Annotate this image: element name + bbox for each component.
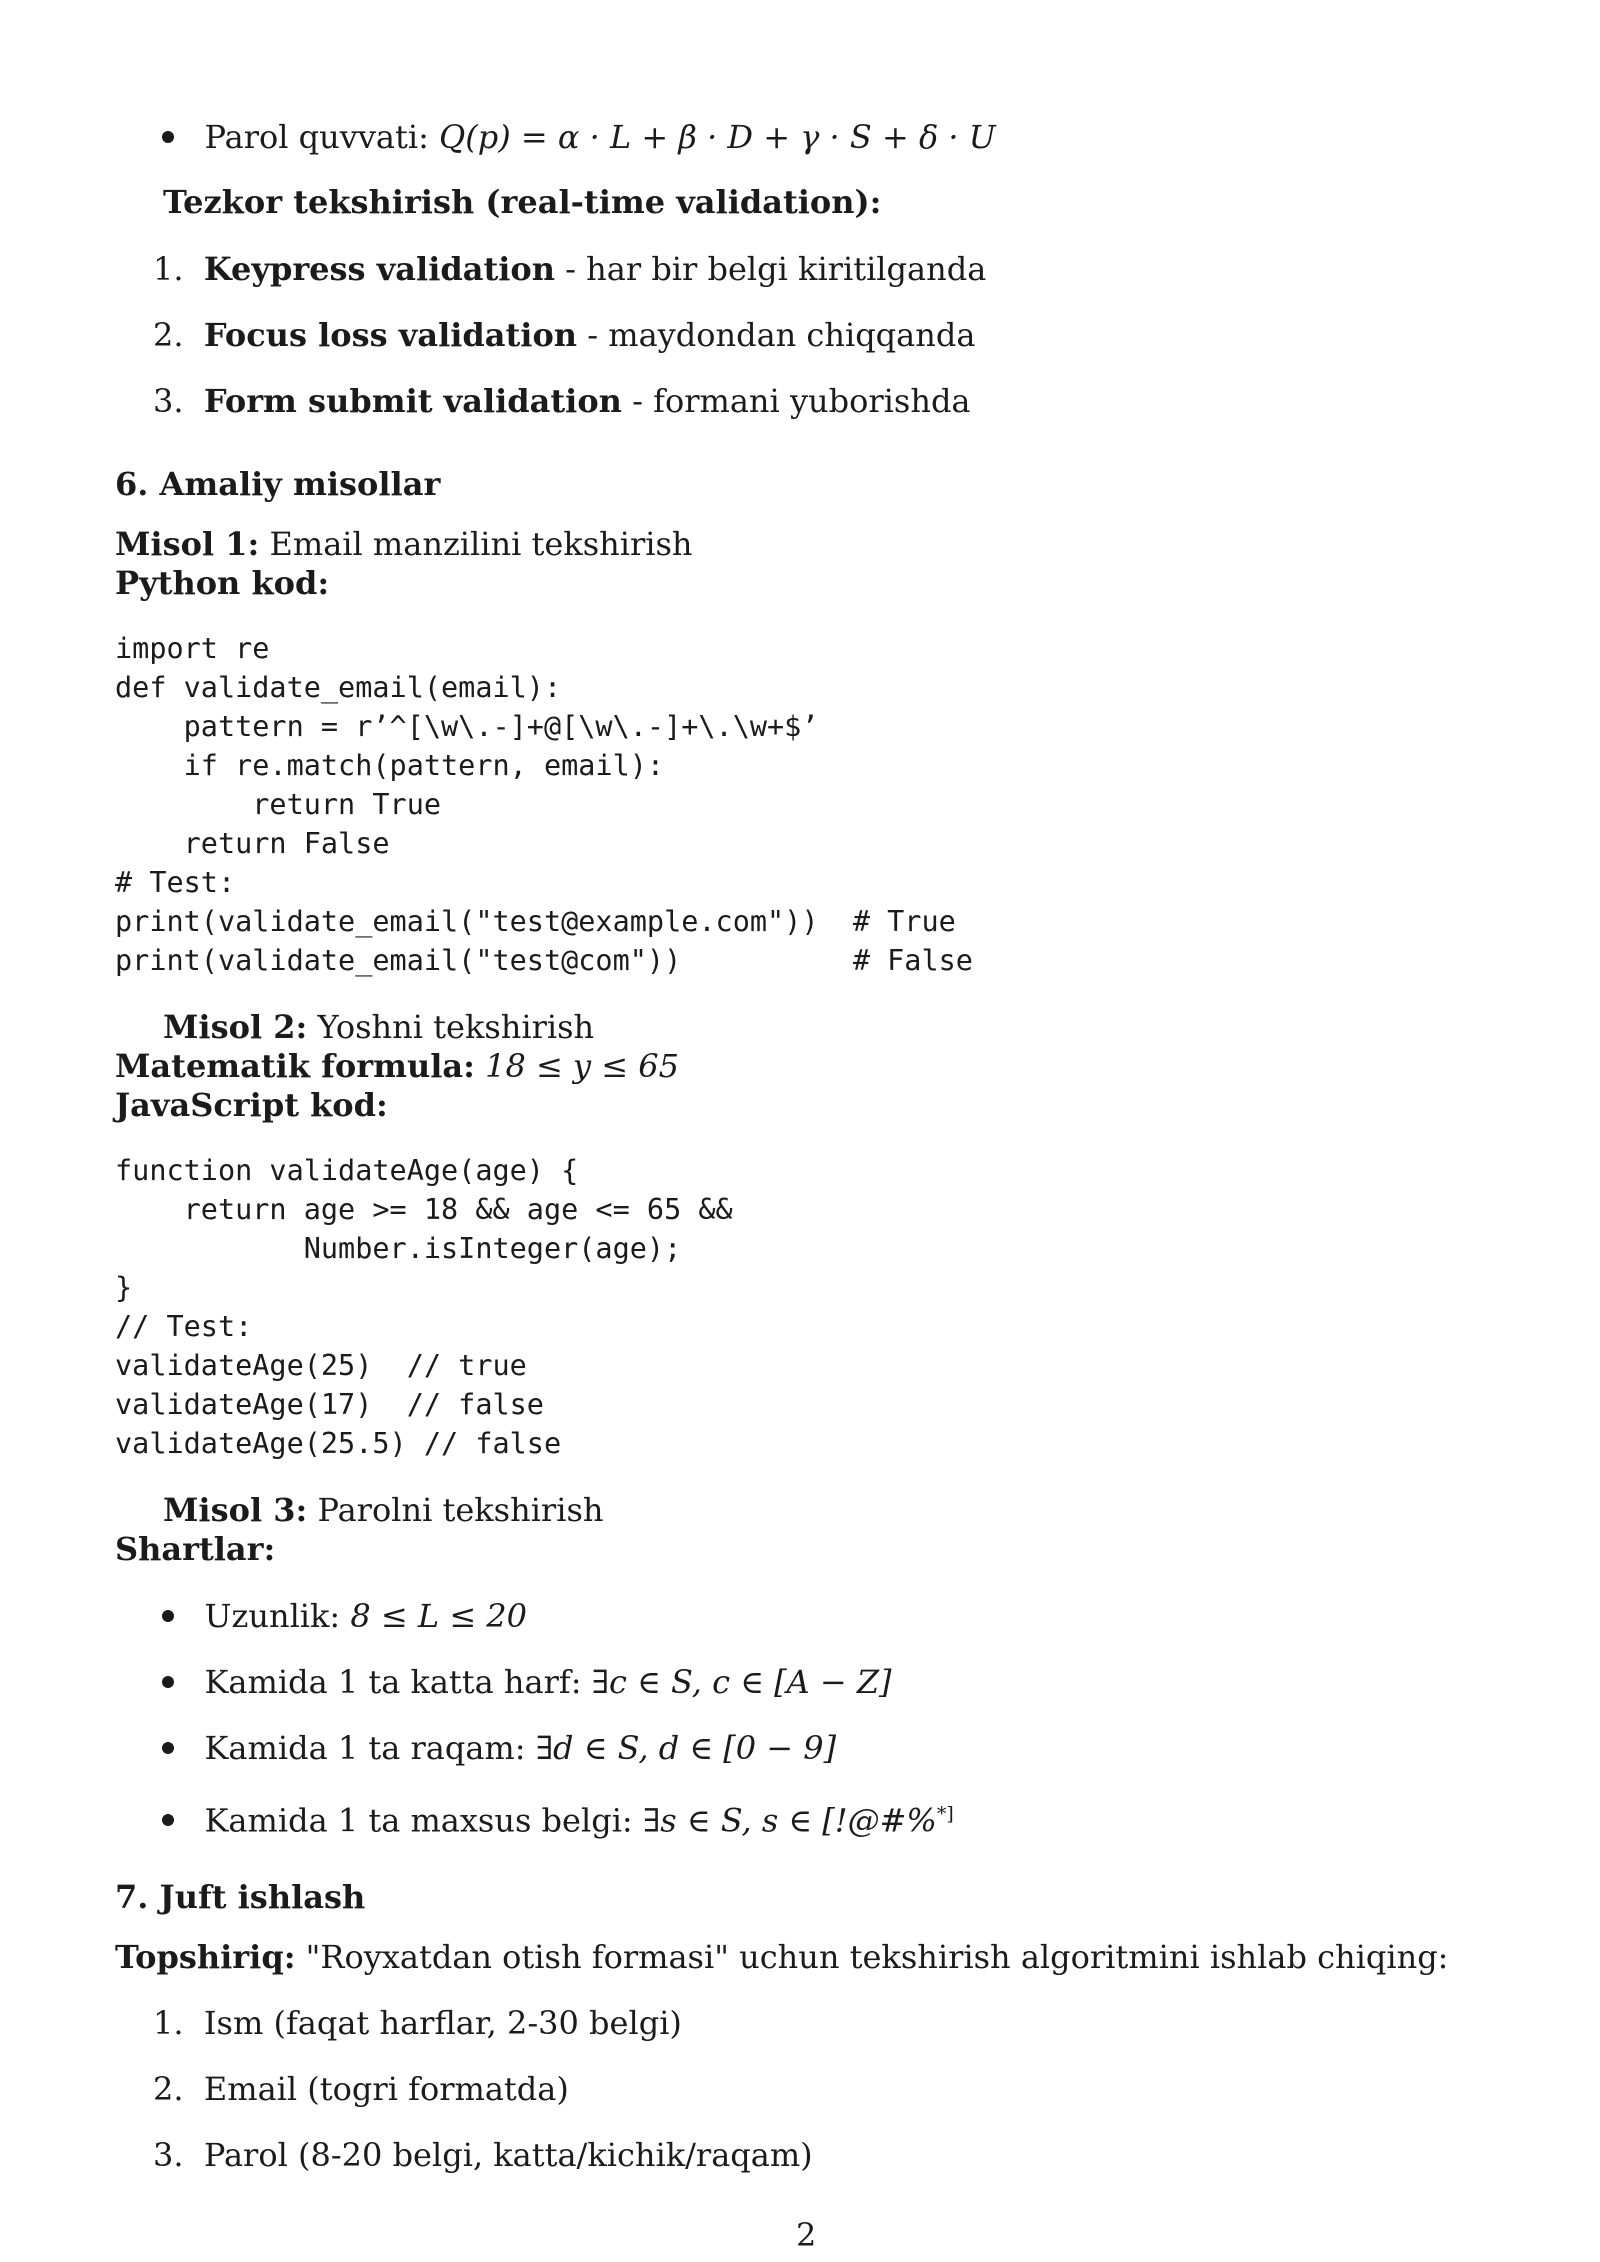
example-2-heading: [163, 1007, 594, 1047]
condition-text: Kamida 1 ta maxsus belgi:: [204, 1801, 643, 1840]
example-text: Email manzilini tekshirish: [259, 525, 693, 563]
task-item-2: [153, 2069, 569, 2109]
page-number: 2: [796, 2216, 817, 2254]
example-3-heading: [163, 1490, 603, 1530]
bullet-label: Parol quvvati:: [204, 118, 429, 156]
condition-text: Uzunlik:: [204, 1597, 351, 1635]
condition-text: Kamida 1 ta raqam:: [204, 1729, 536, 1767]
realtime-item-3: [153, 381, 971, 421]
section-6-title: 6. Amaliy misollar: [115, 465, 441, 503]
formula-label: Matematik formula:: [115, 1047, 475, 1085]
item-bold: Focus loss validation: [203, 316, 578, 354]
realtime-item-1: [153, 249, 986, 289]
strength-formula: Q(p) = α · L + β · D + γ · S + δ · U: [439, 118, 996, 156]
bullet-icon: [162, 1676, 174, 1688]
age-formula: 18 ≤ y ≤ 65: [485, 1047, 679, 1085]
condition-length: [162, 1596, 527, 1636]
item-bold: Keypress validation: [203, 250, 555, 288]
item-number: 1.: [153, 2004, 184, 2042]
condition-digit: [162, 1728, 836, 1768]
item-number: 2.: [153, 316, 184, 354]
example-text: Parolni tekshirish: [307, 1491, 604, 1529]
item-number: 1.: [153, 250, 184, 288]
example-text: Yoshni tekshirish: [307, 1008, 595, 1046]
item-text: - maydondan chiqqanda: [577, 316, 976, 354]
example-label: Misol 2:: [163, 1008, 308, 1046]
condition-math: 8 ≤ L ≤ 20: [350, 1597, 528, 1635]
item-number: 3.: [153, 2136, 184, 2174]
bullet-icon: [162, 1610, 174, 1622]
task-item-1: [153, 2003, 682, 2043]
realtime-heading: Tezkor tekshirish (real-time validation):: [163, 183, 882, 221]
item-number: 3.: [153, 382, 184, 420]
item-text: - formani yuborishda: [621, 382, 971, 420]
section-7-title: 7. Juft ishlash: [115, 1878, 366, 1916]
bullet-icon: [162, 1742, 174, 1754]
javascript-code-label: JavaScript kod:: [115, 1086, 388, 1124]
item-text: - har bir belgi kiritilganda: [555, 250, 987, 288]
task-text: "Royxatdan otish formasi" uchun tekshirish algoritmini ishlab chiqing:: [295, 1938, 1449, 1976]
javascript-code-block: function validateAge(age) { return age >= 18 && age <= 65 && Number.isInteger(age); } // Test: validateAge(25) // true validateAge(17) // false validateAge(25.5) // false: [115, 1154, 733, 1460]
condition-math: ∃s ∈ S, s ∈ [!@#%: [642, 1801, 937, 1840]
math-formula-line: [115, 1046, 679, 1086]
task-label: Topshiriq:: [115, 1938, 296, 1976]
python-code-label: Python kod:: [115, 564, 330, 602]
conditions-label: Shartlar:: [115, 1530, 276, 1568]
realtime-item-2: [153, 315, 975, 355]
example-label: Misol 1:: [115, 525, 260, 563]
condition-uppercase: [162, 1662, 892, 1702]
example-label: Misol 3:: [163, 1491, 308, 1529]
bullet-icon: [162, 1814, 174, 1826]
bullet-password-strength: [162, 117, 996, 157]
item-text: Parol (8-20 belgi, katta/kichik/raqam): [203, 2136, 813, 2174]
condition-math: ∃c ∈ S, c ∈ [A − Z]: [591, 1663, 892, 1701]
item-bold: Form submit validation: [203, 382, 622, 420]
task-line: [115, 1937, 1448, 1977]
item-number: 2.: [153, 2070, 184, 2108]
condition-sup: *]: [936, 1803, 954, 1825]
condition-math: ∃d ∈ S, d ∈ [0 − 9]: [535, 1729, 837, 1767]
bullet-icon: [162, 131, 174, 143]
item-text: Ism (faqat harflar, 2-30 belgi): [203, 2004, 682, 2042]
condition-text: Kamida 1 ta katta harf:: [204, 1663, 592, 1701]
item-text: Email (togri formatda): [203, 2070, 569, 2108]
example-1-heading: [115, 524, 693, 564]
python-code-block: import re def validate_email(email): pattern = r’^[\w\.-]+@[\w\.-]+\.\w+$’ if re.match(pattern, email): return True return False # Test: print(validate_email("test@example.com")) # True print(validate_email("test@com")) # False: [115, 632, 973, 977]
condition-special-char: [162, 1794, 954, 1841]
task-item-3: [153, 2135, 813, 2175]
